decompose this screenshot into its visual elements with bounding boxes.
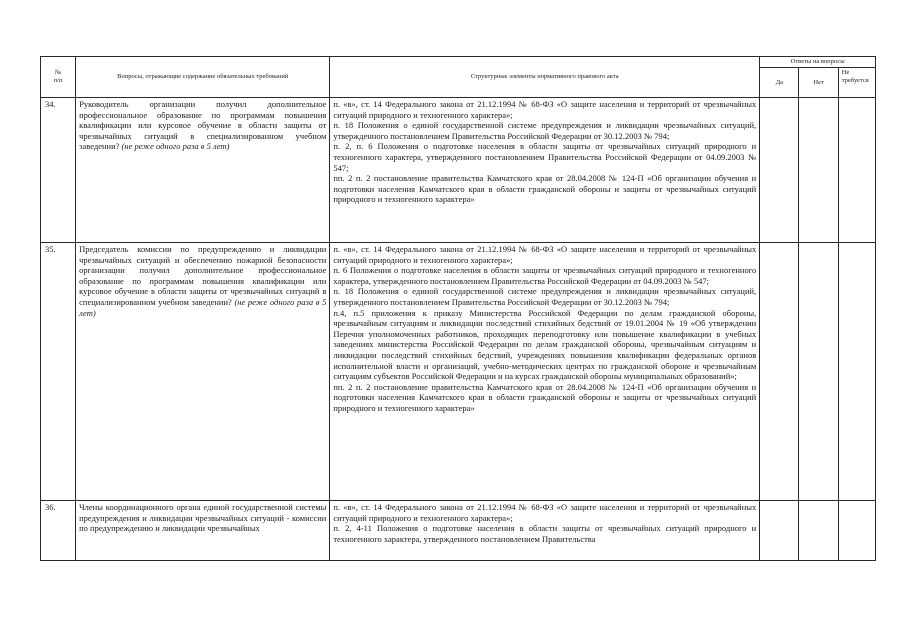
- answer-not-required-cell[interactable]: [838, 243, 875, 501]
- header-no: Нет: [799, 68, 838, 98]
- reference-item: п. «в», ст. 14 Федерального закона от 21.12.1994 № 68-ФЗ «О защите населения и территорий от чрезвычайных ситуаций природного и техногенного характера»;: [333, 244, 757, 265]
- question-text: Руководитель организации получил дополнительное профессиональное образование по программам повышения квалификации или курсовое обучение в области защиты от чрезвычайных ситуаций в специализированном учебном заведении?: [79, 99, 327, 152]
- header-question: Вопросы, отражающие содержание обязательных требований: [76, 57, 330, 98]
- row-number: 35.: [41, 243, 76, 501]
- answer-yes-cell[interactable]: [760, 243, 799, 501]
- question-text: Председатель комиссии по предупреждению и ликвидации чрезвычайных ситуаций и обеспечению пожарной безопасности организации получил дополнительное профессиональное образование по программам повышения квалификации или курсовое обучение в области защиты от чрезвычайных ситуаций в специализированном учебном заведении?: [79, 244, 327, 307]
- question-note: (не реже одного раза в 5 лет): [79, 296, 327, 318]
- row-references: [330, 98, 760, 243]
- row-number: 36.: [41, 501, 76, 561]
- question-note: (не реже одного раза в 5 лет): [121, 141, 230, 152]
- reference-item: п. «в», ст. 14 Федерального закона от 21.12.1994 № 68-ФЗ «О защите населения и территорий от чрезвычайных ситуаций природного и техногенного характера»;: [333, 502, 757, 523]
- header-elements: Структурные элементы нормативного правового акта: [330, 57, 760, 98]
- reference-item: пп. 2 п. 2 постановление правительства Камчатского края от 28.04.2008 № 124-П «Об организации обучения и подготовки населения Камчатского края в области гражданской обороны и защиты от чрезвычайных ситуаций природного и техногенного характера»: [333, 381, 757, 413]
- header-answers: Ответы на вопросы: [760, 57, 876, 68]
- reference-item: пп. 2 п. 2 постановление правительства Камчатского края от 28.04.2008 № 124-П «Об организации обучения и подготовки населения Камчатского края в области гражданской обороны и защиты от чрезвычайных ситуаций природного и техногенного характера»: [333, 173, 757, 205]
- table-header-row: [41, 57, 876, 68]
- reference-item: п.4, п.5 приложения к приказу Министерства Российской Федерации по делам гражданской обороны, чрезвычайным ситуациям и ликвидации последствий стихийных бедствий от 19.01.2004 № 19 «Об утверждении Перечня уполномоченных работников, проходящих переподготовку или повышение квалификации в учебных заведениях министерства Российской Федерации по делам гражданской обороны, чрезвычайным ситуациям и ликвидации последствий стихийных бедствий, учреждениях повышения квалификации федеральных органов исполнительной власти и организаций, учебно-методических центрах по гражданской обороне и чрезвычайным ситуациям субъектов Российской Федерации и на курсах гражданской обороны муниципальных образований»;: [333, 307, 757, 382]
- reference-item: п. «в», ст. 14 Федерального закона от 21.12.1994 № 68-ФЗ «О защите населения и территорий от чрезвычайных ситуаций природного и техногенного характера»;: [333, 99, 757, 120]
- question-text: Члены координационного органа единой государственной системы предупреждения и ликвидации чрезвычайных ситуаций - комиссии по предупреждению и ликвидации чрезвычайных: [79, 502, 327, 534]
- table-row: [41, 501, 876, 561]
- answer-yes-cell[interactable]: [760, 98, 799, 243]
- table-row: [41, 243, 876, 501]
- reference-item: п. 18 Положения о единой государственной системе предупреждения и ликвидации чрезвычайных ситуаций, утвержденного постановлением Правительства Российской Федерации от 30.12.2003 № 794;: [333, 120, 757, 141]
- row-number: 34.: [41, 98, 76, 243]
- answer-no-cell[interactable]: [799, 98, 838, 243]
- header-num: [41, 57, 76, 98]
- requirements-table: [40, 56, 876, 561]
- header-yes: Да: [760, 68, 799, 98]
- row-question: [76, 98, 330, 243]
- reference-item: п. 2, 4-11 Положения о подготовке населения в области защиты от чрезвычайных ситуаций природного и техногенного характера, утвержденного постановлением Правительства: [333, 523, 757, 544]
- answer-not-required-cell[interactable]: [838, 501, 875, 561]
- answer-yes-cell[interactable]: [760, 501, 799, 561]
- row-references: [330, 243, 760, 501]
- answer-not-required-cell[interactable]: [838, 98, 875, 243]
- reference-item: п. 2, п. 6 Положения о подготовке населения в области защиты от чрезвычайных ситуаций природного и техногенного характера, утвержденного постановлением Правительства Российской Федерации от 04.09.2003 № 547;: [333, 141, 757, 173]
- row-references: [330, 501, 760, 561]
- answer-no-cell[interactable]: [799, 243, 838, 501]
- header-num-label: № п/п: [53, 69, 63, 84]
- document-page: [40, 56, 876, 561]
- header-not-required: Не требуется: [838, 68, 875, 98]
- reference-item: п. 6 Положения о подготовке населения в области защиты от чрезвычайных ситуаций природного и техногенного характера, утвержденного постановлением Правительства Российской Федерации от 04.09.2003 № 547;: [333, 265, 757, 286]
- answer-no-cell[interactable]: [799, 501, 838, 561]
- row-question: [76, 243, 330, 501]
- reference-item: п. 18 Положения о единой государственной системе предупреждения и ликвидации чрезвычайных ситуаций, утвержденного постановлением Правительства Российской Федерации от 30.12.2003 № 794;: [333, 286, 757, 307]
- row-question: [76, 501, 330, 561]
- table-row: [41, 98, 876, 243]
